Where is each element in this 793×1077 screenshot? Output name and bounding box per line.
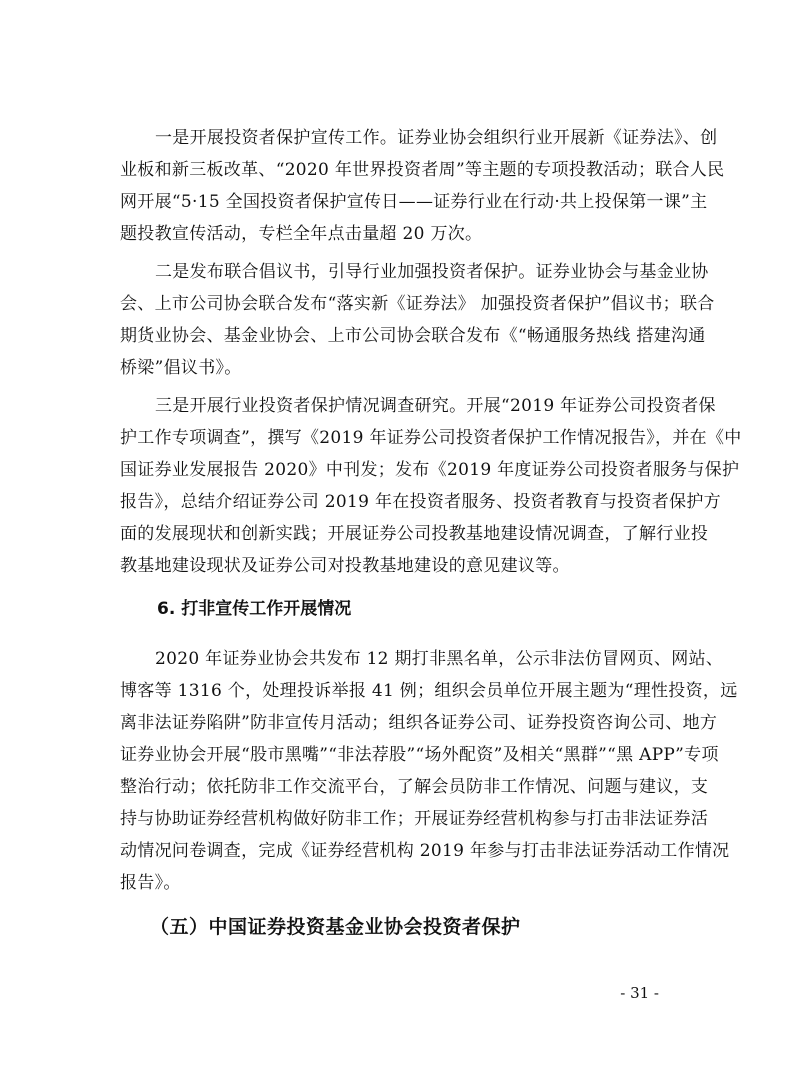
text-line: 二是发布联合倡议书，引导行业加强投资者保护。证券业协会与基金业协 <box>155 262 709 282</box>
text-line: 三是开展行业投资者保护情况调查研究。开展“2019 年证券公司投资者保 <box>155 396 716 416</box>
text-line: 教基地建设现状及证券公司对投教基地建设的意见建议等。 <box>120 556 570 576</box>
text-line: 业板和新三板改革、“2020 年世界投资者周”等主题的专项投教活动；联合人民 <box>120 160 725 180</box>
text-line: 国证券业发展报告 2020》中刊发；发布《2019 年度证券公司投资者服务与保护 <box>120 460 740 480</box>
text-line: 网开展“5·15 全国投资者保护宣传日——证券行业在行动·共上投保第一课”主 <box>120 192 708 212</box>
text-line: 面的发展现状和创新实践；开展证券公司投教基地建设情况调查，了解行业投 <box>120 524 709 544</box>
text-line: 持与协助证券经营机构做好防非工作；开展证券经营机构参与打击非法证券活 <box>120 809 709 829</box>
text-line: 离非法证券陷阱”防非宣传月活动；组织各证券公司、证券投资咨询公司、地方 <box>120 713 718 733</box>
paragraph-joint-proposal <box>120 256 715 384</box>
text-line: 题投教宣传活动，专栏全年点击量超 20 万次。 <box>120 224 483 244</box>
text-line: 报告》，总结介绍证券公司 2019 年在投资者服务、投资者教育与投资者保护方 <box>120 492 721 512</box>
text-line: 动情况问卷调查，完成《证券经营机构 2019 年参与打击非法证券活动工作情况 <box>120 841 730 861</box>
section-heading-6: 6. 打非宣传工作开展情况 <box>157 599 352 619</box>
text-line: 整治行动；依托防非工作交流平台，了解会员防非工作情况、问题与建议，支 <box>120 777 709 797</box>
text-line: 桥梁”倡议书》。 <box>120 358 242 378</box>
text-line: 会、上市公司协会联合发布“落实新《证券法》 加强投资者保护”倡议书；联合 <box>120 294 715 314</box>
text-line: 报告》。 <box>120 873 181 893</box>
paragraph-survey-research <box>120 390 742 582</box>
paragraph-investor-education <box>120 122 725 250</box>
text-line: 一是开展投资者保护宣传工作。证券业协会组织行业开展新《证券法》、创 <box>155 128 718 148</box>
text-line: 证券业协会开展“股市黑嘴”“非法荐股”“场外配资”及相关“黑群”“黑 APP”专项 <box>120 745 719 765</box>
section-heading-5: （五）中国证券投资基金业协会投资者保护 <box>150 916 521 938</box>
page-number: - 31 - <box>620 984 659 1002</box>
text-line: 护工作专项调查”，撰写《2019 年证券公司投资者保护工作情况报告》，并在《中 <box>120 428 742 448</box>
text-line: 2020 年证券业协会共发布 12 期打非黑名单，公示非法仿冒网页、网站、 <box>155 649 724 669</box>
text-line: 博客等 1316 个，处理投诉举报 41 例；组织会员单位开展主题为“理性投资，远 <box>120 681 738 701</box>
text-line: 期货业协会、基金业协会、上市公司协会联合发布《“畅通服务热线 搭建沟通 <box>120 326 706 346</box>
paragraph-anti-illegal <box>120 643 738 899</box>
